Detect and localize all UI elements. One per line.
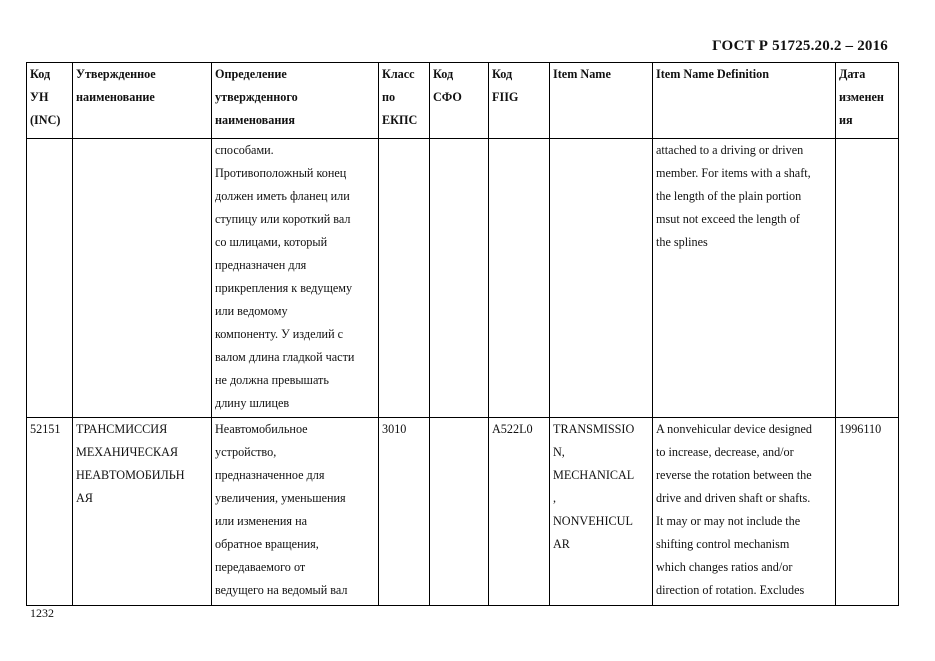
header-line: (INC) bbox=[30, 113, 61, 127]
column-header-ekps-class bbox=[379, 63, 430, 139]
header-line: по bbox=[382, 90, 396, 104]
cell-line: reverse the rotation between the bbox=[656, 468, 812, 482]
cell-line: или изменения на bbox=[215, 514, 308, 528]
cell-line: АЯ bbox=[76, 491, 93, 505]
cell-line: передаваемого от bbox=[215, 560, 306, 574]
cell-item-name-definition bbox=[653, 139, 836, 418]
cell-line: со шлицами, который bbox=[215, 235, 328, 249]
header-line: Item Name Definition bbox=[656, 67, 770, 81]
header-line: Код bbox=[433, 67, 454, 81]
cell-line: прикрепления к ведущему bbox=[215, 281, 353, 295]
cell-approved-name bbox=[73, 139, 212, 418]
column-header-sfo-code bbox=[430, 63, 489, 139]
header-line: утвержденного bbox=[215, 90, 298, 104]
cell-line: или ведомому bbox=[215, 304, 288, 318]
cell-line: ступицу или короткий вал bbox=[215, 212, 351, 226]
table-header-row bbox=[27, 63, 899, 139]
header-line: УН bbox=[30, 90, 49, 104]
cell-ekps-class bbox=[379, 418, 430, 606]
cell-line: компоненту. У изделий с bbox=[215, 327, 344, 341]
cell-change-date bbox=[836, 418, 899, 606]
cell-item-name bbox=[550, 418, 653, 606]
column-header-inc-code bbox=[27, 63, 73, 139]
column-header-approved-name-definition bbox=[212, 63, 379, 139]
cell-line: the length of the plain portion bbox=[656, 189, 802, 203]
cell-line: МЕХАНИЧЕСКАЯ bbox=[76, 445, 179, 459]
header-line: Дата bbox=[839, 67, 866, 81]
table-row bbox=[27, 418, 899, 606]
cell-line: MECHANICAL bbox=[553, 468, 635, 482]
cell-line: to increase, decrease, and/or bbox=[656, 445, 794, 459]
cell-line: Противоположный конец bbox=[215, 166, 347, 180]
cell-ekps-class bbox=[379, 139, 430, 418]
cell-line: , bbox=[553, 491, 557, 505]
header-line: наименования bbox=[215, 113, 295, 127]
cell-item-name-definition bbox=[653, 418, 836, 606]
header-line: Класс bbox=[382, 67, 415, 81]
header-line: Item Name bbox=[553, 67, 611, 81]
cell-line: длину шлицев bbox=[215, 396, 290, 410]
cell-line: предназначенное для bbox=[215, 468, 325, 482]
header-line: ЕКПС bbox=[382, 113, 418, 127]
cell-line: обратное вращения, bbox=[215, 537, 319, 551]
cell-line: ведущего на ведомый вал bbox=[215, 583, 348, 597]
cell-line: A522L0 bbox=[492, 422, 533, 436]
cell-line: предназначен для bbox=[215, 258, 307, 272]
cell-line: NONVEHICUL bbox=[553, 514, 633, 528]
cell-line: which changes ratios and/or bbox=[656, 560, 793, 574]
table-body bbox=[27, 139, 899, 606]
cell-fiig-code bbox=[489, 139, 550, 418]
cell-sfo-code bbox=[430, 418, 489, 606]
cell-fiig-code bbox=[489, 418, 550, 606]
cell-inc-code bbox=[27, 139, 73, 418]
cell-approved-name-definition bbox=[212, 418, 379, 606]
cell-line: member. For items with a shaft, bbox=[656, 166, 811, 180]
header-line: FIIG bbox=[492, 90, 519, 104]
cell-line: НЕАВТОМОБИЛЬН bbox=[76, 468, 185, 482]
cell-line: A nonvehicular device designed bbox=[656, 422, 813, 436]
header-line: ия bbox=[839, 113, 853, 127]
cell-line: не должна превышать bbox=[215, 373, 329, 387]
cell-line: должен иметь фланец или bbox=[215, 189, 350, 203]
header-line: Определение bbox=[215, 67, 287, 81]
cell-line: N, bbox=[553, 445, 565, 459]
cell-change-date bbox=[836, 139, 899, 418]
cell-item-name bbox=[550, 139, 653, 418]
header-line: изменен bbox=[839, 90, 884, 104]
header-line: наименование bbox=[76, 90, 155, 104]
cell-line: 52151 bbox=[30, 422, 61, 436]
classification-table bbox=[26, 62, 899, 606]
cell-line: 1996110 bbox=[839, 422, 882, 436]
cell-line: ТРАНСМИССИЯ bbox=[76, 422, 168, 436]
header-line: Код bbox=[492, 67, 513, 81]
cell-line: Неавтомобильное bbox=[215, 422, 308, 436]
table-row bbox=[27, 139, 899, 418]
header-line: СФО bbox=[433, 90, 462, 104]
cell-line: TRANSMISSIO bbox=[553, 422, 635, 436]
cell-line: способами. bbox=[215, 143, 274, 157]
cell-approved-name bbox=[73, 418, 212, 606]
column-header-change-date bbox=[836, 63, 899, 139]
column-header-item-name-definition bbox=[653, 63, 836, 139]
cell-line: direction of rotation. Excludes bbox=[656, 583, 805, 597]
cell-line: the splines bbox=[656, 235, 708, 249]
cell-line: устройство, bbox=[215, 445, 277, 459]
cell-line: shifting control mechanism bbox=[656, 537, 790, 551]
cell-line: msut not exceed the length of bbox=[656, 212, 800, 226]
cell-line: It may or may not include the bbox=[656, 514, 801, 528]
cell-line: drive and driven shaft or shafts. bbox=[656, 491, 811, 505]
cell-line: attached to a driving or driven bbox=[656, 143, 804, 157]
document-code: ГОСТ Р 51725.20.2 – 2016 bbox=[712, 38, 888, 54]
cell-approved-name-definition bbox=[212, 139, 379, 418]
header-line: Код bbox=[30, 67, 51, 81]
cell-sfo-code bbox=[430, 139, 489, 418]
cell-inc-code bbox=[27, 418, 73, 606]
column-header-item-name bbox=[550, 63, 653, 139]
cell-line: AR bbox=[553, 537, 570, 551]
cell-line: 3010 bbox=[382, 422, 407, 436]
page-number: 1232 bbox=[30, 606, 54, 620]
cell-line: валом длина гладкой части bbox=[215, 350, 355, 364]
column-header-fiig-code bbox=[489, 63, 550, 139]
header-line: Утвержденное bbox=[76, 67, 156, 81]
cell-line: увеличения, уменьшения bbox=[215, 491, 346, 505]
column-header-approved-name bbox=[73, 63, 212, 139]
